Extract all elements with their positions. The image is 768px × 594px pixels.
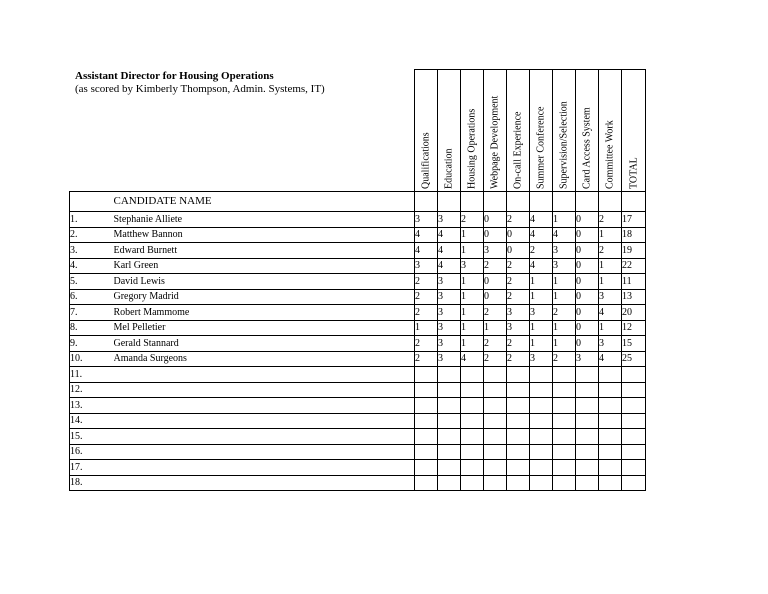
- candidate-name: Edward Burnett: [114, 243, 415, 259]
- score-cell: 1: [415, 320, 438, 336]
- score-cell: [576, 398, 599, 414]
- score-cell: 0: [576, 274, 599, 290]
- score-cell: 3: [530, 351, 553, 367]
- score-cell: 1: [599, 320, 622, 336]
- row-number: 18.: [70, 475, 114, 491]
- score-cell: [576, 429, 599, 445]
- total-cell: 15: [622, 336, 646, 352]
- candidate-name: Gregory Madrid: [114, 289, 415, 305]
- score-cell: [553, 475, 576, 491]
- score-cell: 2: [507, 212, 530, 228]
- score-cell: 3: [438, 212, 461, 228]
- score-cell: 3: [461, 258, 484, 274]
- score-cell: [530, 398, 553, 414]
- score-cell: [438, 367, 461, 383]
- score-cell: [415, 444, 438, 460]
- score-cell: 4: [530, 258, 553, 274]
- score-cell: [599, 398, 622, 414]
- score-cell: 0: [576, 336, 599, 352]
- score-cell: 0: [576, 305, 599, 321]
- score-cell: 2: [484, 258, 507, 274]
- score-cell: [530, 429, 553, 445]
- score-cell: 1: [461, 227, 484, 243]
- score-cell: [622, 192, 646, 212]
- score-cell: [461, 444, 484, 460]
- score-cell: [438, 475, 461, 491]
- criteria-header-6: [553, 70, 576, 192]
- candidate-name: [114, 398, 415, 414]
- score-cell: 0: [576, 258, 599, 274]
- row-number: 13.: [70, 398, 114, 414]
- score-cell: [553, 192, 576, 212]
- score-cell: 1: [530, 274, 553, 290]
- score-cell: [576, 460, 599, 476]
- table-row: [70, 274, 646, 290]
- total-cell: 22: [622, 258, 646, 274]
- score-cell: [415, 429, 438, 445]
- total-cell: [622, 429, 646, 445]
- score-cell: 0: [576, 320, 599, 336]
- score-cell: 1: [530, 289, 553, 305]
- candidate-name: [114, 429, 415, 445]
- score-cell: 2: [553, 351, 576, 367]
- table-row: [70, 212, 646, 228]
- total-cell: 20: [622, 305, 646, 321]
- score-cell: 2: [507, 351, 530, 367]
- score-cell: 3: [599, 336, 622, 352]
- row-number: 8.: [70, 320, 114, 336]
- score-cell: [507, 460, 530, 476]
- score-cell: [576, 382, 599, 398]
- criteria-label: Card Access System: [581, 107, 593, 189]
- score-cell: 0: [576, 227, 599, 243]
- total-cell: [622, 460, 646, 476]
- score-cell: [530, 192, 553, 212]
- score-cell: 1: [553, 289, 576, 305]
- table-row: [70, 460, 646, 476]
- total-cell: [622, 382, 646, 398]
- candidate-name: Amanda Surgeons: [114, 351, 415, 367]
- table-row: [70, 475, 646, 491]
- score-cell: 2: [599, 243, 622, 259]
- score-cell: [461, 382, 484, 398]
- candidate-name: Gerald Stannard: [114, 336, 415, 352]
- score-cell: [507, 192, 530, 212]
- table-row: [70, 413, 646, 429]
- score-cell: [438, 429, 461, 445]
- candidate-name: [114, 382, 415, 398]
- score-cell: 2: [461, 212, 484, 228]
- row-number: 1.: [70, 212, 114, 228]
- score-cell: 2: [484, 336, 507, 352]
- row-number: 2.: [70, 227, 114, 243]
- score-cell: [530, 444, 553, 460]
- total-cell: [622, 475, 646, 491]
- score-cell: 3: [438, 305, 461, 321]
- score-cell: 4: [438, 243, 461, 259]
- candidate-name-header-row: [70, 192, 646, 212]
- criteria-header-3: [484, 70, 507, 192]
- total-cell: [622, 444, 646, 460]
- score-cell: [553, 429, 576, 445]
- row-number: 17.: [70, 460, 114, 476]
- score-cell: [599, 475, 622, 491]
- candidate-name: Stephanie Alliete: [114, 212, 415, 228]
- score-cell: 3: [438, 336, 461, 352]
- criteria-label: Qualifications: [420, 132, 432, 189]
- table-row: [70, 398, 646, 414]
- score-cell: [461, 398, 484, 414]
- table-row: [70, 351, 646, 367]
- total-cell: [622, 398, 646, 414]
- score-cell: [599, 382, 622, 398]
- criteria-header-7: [576, 70, 599, 192]
- score-cell: 2: [530, 243, 553, 259]
- score-cell: 4: [415, 227, 438, 243]
- score-cell: 1: [461, 289, 484, 305]
- score-cell: 1: [461, 274, 484, 290]
- table-row: [70, 289, 646, 305]
- score-cell: [438, 382, 461, 398]
- criteria-label: Education: [443, 148, 455, 189]
- score-cell: 3: [553, 258, 576, 274]
- score-cell: 2: [507, 336, 530, 352]
- criteria-header-4: [507, 70, 530, 192]
- candidate-name: Matthew Bannon: [114, 227, 415, 243]
- score-cell: [484, 413, 507, 429]
- candidate-name: Robert Mammome: [114, 305, 415, 321]
- score-cell: [553, 413, 576, 429]
- score-cell: [415, 413, 438, 429]
- score-cell: [484, 429, 507, 445]
- score-cell: [553, 444, 576, 460]
- candidate-name: Karl Green: [114, 258, 415, 274]
- score-cell: [599, 460, 622, 476]
- score-cell: [415, 192, 438, 212]
- score-cell: 2: [507, 258, 530, 274]
- score-cell: 4: [415, 243, 438, 259]
- score-cell: [415, 398, 438, 414]
- score-cell: [599, 367, 622, 383]
- row-number: 16.: [70, 444, 114, 460]
- score-cell: [415, 460, 438, 476]
- score-cell: [599, 429, 622, 445]
- score-cell: [530, 460, 553, 476]
- candidate-name-header: CANDIDATE NAME: [114, 192, 415, 212]
- criteria-label: On-call Experience: [512, 111, 524, 189]
- row-number: 5.: [70, 274, 114, 290]
- page-subtitle: (as scored by Kimberly Thompson, Admin. Systems, IT): [75, 83, 325, 95]
- candidate-name: [114, 460, 415, 476]
- row-number: 7.: [70, 305, 114, 321]
- row-number: 3.: [70, 243, 114, 259]
- score-cell: 2: [415, 289, 438, 305]
- score-cell: 3: [484, 243, 507, 259]
- score-cell: [576, 475, 599, 491]
- table-row: [70, 336, 646, 352]
- candidate-name: [114, 413, 415, 429]
- candidate-name: [114, 475, 415, 491]
- score-cell: [484, 444, 507, 460]
- criteria-label: TOTAL: [628, 157, 639, 189]
- page-title: Assistant Director for Housing Operations: [75, 70, 274, 82]
- table-row: [70, 227, 646, 243]
- score-cell: 0: [507, 227, 530, 243]
- score-cell: [507, 367, 530, 383]
- total-cell: 18: [622, 227, 646, 243]
- score-cell: [461, 413, 484, 429]
- score-cell: [484, 460, 507, 476]
- table-row: [70, 258, 646, 274]
- score-cell: [461, 429, 484, 445]
- score-cell: [484, 475, 507, 491]
- criteria-label: Supervision/Selection: [558, 101, 570, 189]
- score-cell: 0: [576, 243, 599, 259]
- criteria-label: Committee Work: [604, 120, 616, 189]
- score-cell: [461, 367, 484, 383]
- score-cell: 1: [461, 243, 484, 259]
- row-number: 11.: [70, 367, 114, 383]
- total-cell: [622, 367, 646, 383]
- total-cell: [622, 413, 646, 429]
- score-cell: 4: [599, 351, 622, 367]
- score-cell: [484, 382, 507, 398]
- criteria-header-5: [530, 70, 553, 192]
- candidate-name: [114, 444, 415, 460]
- score-cell: 2: [415, 274, 438, 290]
- score-cell: [530, 367, 553, 383]
- row-number: 6.: [70, 289, 114, 305]
- total-cell: 11: [622, 274, 646, 290]
- total-cell: 25: [622, 351, 646, 367]
- score-cell: 4: [530, 212, 553, 228]
- score-cell: [507, 398, 530, 414]
- criteria-label: Summer Conference: [535, 106, 547, 189]
- row-number: 14.: [70, 413, 114, 429]
- score-cell: 2: [599, 212, 622, 228]
- criteria-header-2: [461, 70, 484, 192]
- score-cell: [438, 398, 461, 414]
- score-cell: [507, 444, 530, 460]
- table-row: [70, 320, 646, 336]
- score-cell: [438, 460, 461, 476]
- score-cell: [461, 475, 484, 491]
- score-cell: 3: [530, 305, 553, 321]
- score-cell: 1: [461, 336, 484, 352]
- table-row: [70, 429, 646, 445]
- score-cell: 0: [484, 289, 507, 305]
- score-cell: 0: [484, 212, 507, 228]
- score-cell: 0: [484, 227, 507, 243]
- criteria-header-8: [599, 70, 622, 192]
- score-cell: 1: [599, 274, 622, 290]
- score-cell: 1: [553, 274, 576, 290]
- score-cell: [576, 413, 599, 429]
- candidate-name: Mel Pelletier: [114, 320, 415, 336]
- row-number: 10.: [70, 351, 114, 367]
- score-cell: 2: [484, 305, 507, 321]
- score-cell: 4: [599, 305, 622, 321]
- score-cell: 1: [553, 320, 576, 336]
- score-cell: [553, 367, 576, 383]
- score-cell: [507, 429, 530, 445]
- score-cell: 2: [507, 274, 530, 290]
- score-cell: [484, 367, 507, 383]
- score-cell: [599, 444, 622, 460]
- score-cell: 4: [438, 258, 461, 274]
- score-cell: 3: [438, 274, 461, 290]
- score-cell: [415, 367, 438, 383]
- criteria-header-0: [415, 70, 438, 192]
- candidate-name: David Lewis: [114, 274, 415, 290]
- row-number: 12.: [70, 382, 114, 398]
- score-cell: [553, 382, 576, 398]
- table-row: [70, 367, 646, 383]
- score-cell: [461, 460, 484, 476]
- score-cell: 4: [461, 351, 484, 367]
- score-cell: 0: [507, 243, 530, 259]
- score-cell: 3: [438, 351, 461, 367]
- scoring-table: [69, 69, 646, 491]
- score-cell: 1: [553, 212, 576, 228]
- score-cell: 1: [484, 320, 507, 336]
- score-cell: 1: [530, 320, 553, 336]
- candidate-name: [114, 367, 415, 383]
- table-row: [70, 243, 646, 259]
- score-cell: 4: [553, 227, 576, 243]
- score-cell: [438, 413, 461, 429]
- score-cell: 2: [553, 305, 576, 321]
- score-cell: 3: [438, 289, 461, 305]
- score-cell: 2: [484, 351, 507, 367]
- score-cell: 3: [415, 258, 438, 274]
- score-cell: [415, 475, 438, 491]
- score-cell: [553, 460, 576, 476]
- score-cell: [576, 444, 599, 460]
- score-cell: 3: [507, 305, 530, 321]
- score-cell: 0: [576, 212, 599, 228]
- score-cell: [507, 413, 530, 429]
- table-row: [70, 382, 646, 398]
- score-cell: 0: [576, 289, 599, 305]
- criteria-label: Webpage Development: [489, 95, 501, 189]
- score-cell: 0: [484, 274, 507, 290]
- total-cell: 13: [622, 289, 646, 305]
- score-cell: 3: [415, 212, 438, 228]
- title-block: [75, 70, 325, 96]
- table-row: [70, 444, 646, 460]
- score-cell: 4: [530, 227, 553, 243]
- score-cell: [530, 413, 553, 429]
- score-cell: 1: [530, 336, 553, 352]
- score-cell: 4: [438, 227, 461, 243]
- score-cell: 3: [599, 289, 622, 305]
- score-cell: 3: [553, 243, 576, 259]
- score-cell: [507, 382, 530, 398]
- score-cell: 2: [415, 351, 438, 367]
- score-cell: [576, 192, 599, 212]
- criteria-label: Housing Operations: [466, 108, 478, 189]
- score-cell: 3: [438, 320, 461, 336]
- score-cell: 1: [461, 320, 484, 336]
- score-cell: 1: [599, 258, 622, 274]
- score-cell: [438, 444, 461, 460]
- criteria-header-1: [438, 70, 461, 192]
- score-cell: 2: [415, 305, 438, 321]
- score-cell: [484, 192, 507, 212]
- score-cell: [530, 382, 553, 398]
- score-cell: 3: [507, 320, 530, 336]
- total-cell: 12: [622, 320, 646, 336]
- row-number: 4.: [70, 258, 114, 274]
- table-row: [70, 305, 646, 321]
- score-cell: 1: [599, 227, 622, 243]
- score-cell: [599, 192, 622, 212]
- score-cell: [530, 475, 553, 491]
- score-cell: 1: [461, 305, 484, 321]
- score-cell: [415, 382, 438, 398]
- score-cell: [576, 367, 599, 383]
- score-cell: 2: [415, 336, 438, 352]
- row-number: 9.: [70, 336, 114, 352]
- score-cell: [484, 398, 507, 414]
- score-cell: 2: [507, 289, 530, 305]
- criteria-header-9: [622, 70, 646, 192]
- score-cell: [461, 192, 484, 212]
- total-cell: 17: [622, 212, 646, 228]
- total-cell: 19: [622, 243, 646, 259]
- score-cell: [553, 398, 576, 414]
- score-cell: [599, 413, 622, 429]
- score-cell: 3: [576, 351, 599, 367]
- score-cell: [438, 192, 461, 212]
- score-cell: 1: [553, 336, 576, 352]
- score-cell: [507, 475, 530, 491]
- row-number: 15.: [70, 429, 114, 445]
